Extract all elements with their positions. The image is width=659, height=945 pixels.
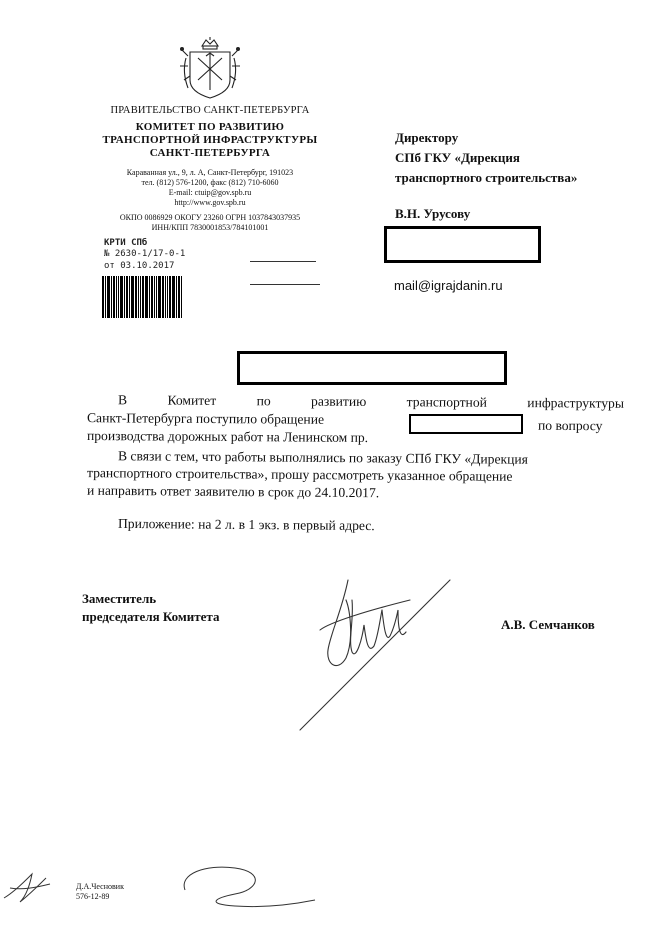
redacted-box — [384, 226, 541, 263]
paragraph-1-line-2-end: по вопросу — [537, 417, 603, 434]
signer-title-line: председателя Комитета — [82, 609, 220, 624]
recipient-email: mail@igrajdanin.ru — [394, 278, 503, 293]
attachment-note: Приложение: на 2 л. в 1 экз. в первый адрес. — [117, 515, 375, 534]
phone-line: тел. (812) 576-1200, факс (812) 710-6060 — [141, 178, 279, 187]
redacted-box — [237, 351, 507, 385]
stamp-org: КРТИ СПб — [104, 238, 148, 248]
paragraph-2-line-3: и направить ответ заявителю в срок до 24.10.2017. — [86, 482, 380, 501]
paragraph-1-line-3: производства дорожных работ на Ленинском пр. — [86, 428, 369, 445]
recipient-position: Директору — [395, 130, 459, 145]
word: по — [256, 393, 271, 409]
executor-phone: 576-12-89 — [76, 892, 110, 901]
blank-line — [250, 261, 316, 262]
paragraph-1-line-1 — [118, 391, 624, 412]
recipient-block — [395, 128, 577, 188]
barcode — [102, 276, 190, 318]
executor-info — [76, 882, 124, 902]
executor-name: Д.А.Чесновик — [76, 882, 124, 891]
codes-line: ОКПО 0086929 ОКОГУ 23260 ОГРН 1037843037935 — [119, 213, 301, 222]
recipient-name: В.Н. Урусову — [395, 206, 471, 221]
committee-line: САНКТ-ПЕТЕРБУРГА — [149, 147, 271, 159]
signer-name: А.В. Семчанков — [501, 617, 595, 632]
address-line: Караванная ул., 9, л. А, Санкт-Петербург, 191023 — [126, 168, 294, 177]
word: инфраструктуры — [527, 395, 625, 411]
committee-line: ТРАНСПОРТНОЙ ИНФРАСТРУКТУРЫ — [102, 134, 318, 146]
signer-title-line: Заместитель — [82, 591, 157, 606]
email-line: E-mail: ctuip@gov.spb.ru — [168, 188, 252, 197]
sender-address — [100, 168, 320, 208]
recipient-org: транспортного строительства» — [395, 170, 578, 185]
website-line: http://www.gov.spb.ru — [174, 198, 246, 207]
paragraph-1-line-2: Санкт-Петербурга поступило обращение — [86, 410, 325, 427]
government-name: ПРАВИТЕЛЬСТВО САНКТ-ПЕТЕРБУРГА — [110, 105, 310, 116]
word: развитию — [311, 393, 367, 409]
committee-line: КОМИТЕТ ПО РАЗВИТИЮ — [135, 121, 285, 133]
word: транспортной — [406, 394, 488, 410]
handwritten-signature — [290, 540, 490, 740]
paragraph-2-line-2: транспортного строительства», прошу рассмотреть указанное обращение — [86, 465, 513, 484]
stamp-number: № 2630-1/17-0-1 — [104, 249, 186, 259]
word: Комитет — [167, 392, 217, 408]
signer-title — [82, 590, 219, 626]
initials-scribble — [0, 868, 60, 908]
inn-line: ИНН/КПП 7830001853/784101001 — [151, 223, 269, 232]
executor-signature — [175, 860, 325, 910]
sender-codes — [100, 213, 320, 233]
word: В — [117, 392, 128, 408]
stamp-date: от 03.10.2017 — [104, 261, 175, 271]
committee-name — [100, 121, 320, 160]
coat-of-arms-emblem — [178, 36, 242, 102]
paragraph-2-line-1: В связи с тем, что работы выполнялись по заказу СПб ГКУ «Дирекция — [117, 448, 529, 467]
blank-line — [250, 284, 320, 285]
recipient-org: СПб ГКУ «Дирекция — [395, 150, 520, 165]
redacted-box — [409, 414, 523, 434]
